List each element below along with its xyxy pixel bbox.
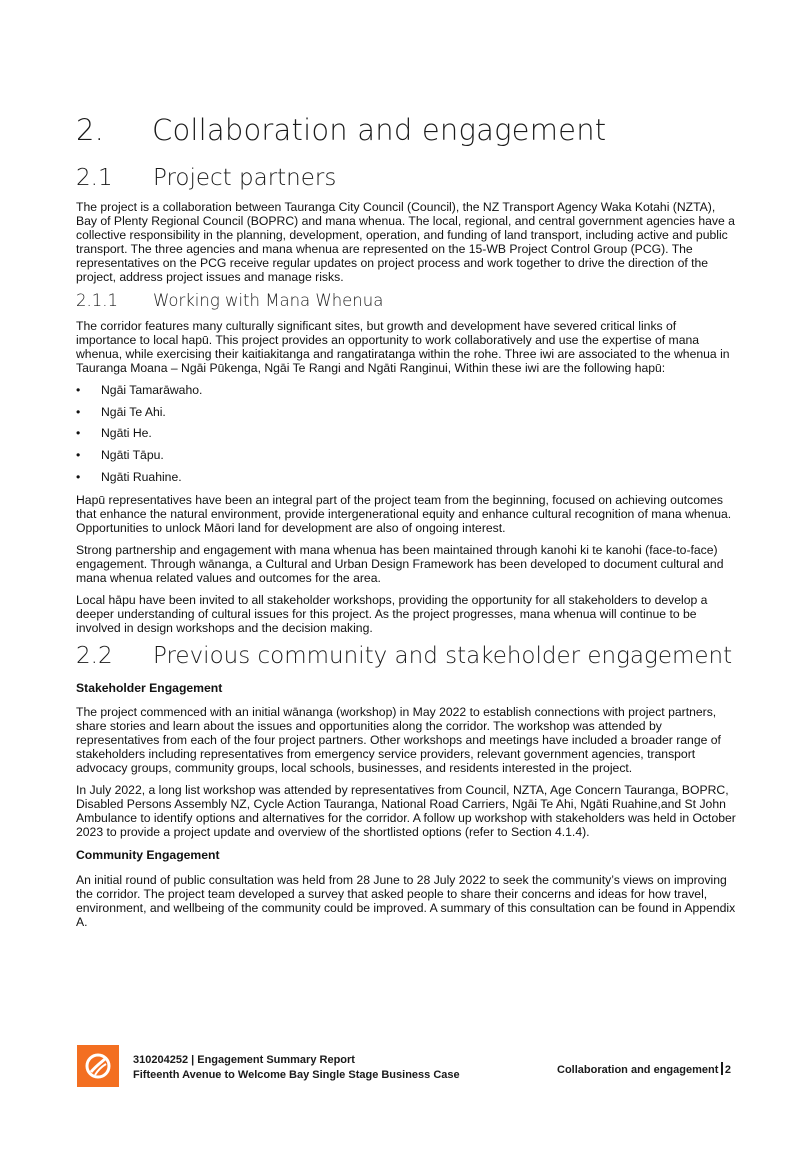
- heading-title: Previous community and stakeholder engagement: [153, 643, 733, 669]
- heading-number: 2.1.1: [76, 291, 118, 310]
- stakeholder-engagement-heading: Stakeholder Engagement: [76, 681, 223, 695]
- footer-section-name: Collaboration and engagement: [557, 1064, 719, 1076]
- mana-whenua-intro-paragraph: The corridor features many culturally significant sites, but growth and development have severed critical links of importance to local hapū. This project provides an opportunity to work collaboratively and use the expertise of mana whenua, while exercising their kaitiakitanga and rangatiratanga within the rohe. Three iwi are associated to the whenua in Tauranga Moana – Ngāi Pūkenga, Ngāi Te Rangi and Ngāti Ranginui, Within these iwi are the following hapū:: [76, 319, 730, 376]
- heading-number: 2.1: [76, 165, 113, 191]
- heading-previous-engagement: [76, 643, 732, 669]
- stakeholder-workshops-paragraph: Local hāpu have been invited to all stakeholder workshops, providing the opportunity for all stakeholders to develop a deeper understanding of cultural issues for this project. As the project progresses, mana whenua will continue to be involved in design workshops and the decision making.: [76, 593, 708, 636]
- heading-number: 2.: [76, 113, 105, 147]
- initial-wananga-paragraph: The project commenced with an initial wānanga (workshop) in May 2022 to establish connections with project partners, share stories and learn about the issues and opportunities along the corridor. The workshop was attended by representatives from each of the four project partners. Other workshops and meetings have included a broader range of stakeholders including representatives from emergency service providers, relevant government agencies, transport advocacy groups, community groups, local schools, businesses, and residents interested in the project.: [76, 705, 721, 776]
- document-page: 2. Collaboration and engagement 2.1 Project partners The project is a collaboration between Tauranga City Council (Council), the NZ Transport Agency Waka Kotahi (NZTA), Bay of Plenty Regional Council (BOPRC) and mana whenua. The local, regional, and central government agencies have a collective responsibility in the planning, development, operation, and funding of land transport, including active and public transport. The three agencies and mana whenua are represented on the 15-WB Project Control Group (PCG). The representatives on the PCG receive regular updates on project process and work together to drive the direction of the project, address project issues and manage risks. 2.1.1 Working with Mana Whenua The corridor features many culturally significant sites, but growth and development have severed critical links of importance to local hapū. This project provides an opportunity to work collaboratively and use the expertise of mana whenua, while exercising their kaitiakitanga and rangatiratanga within the rohe. Three iwi are associated to the whenua in Tauranga Moana – Ngāi Pūkenga, Ngāi Te Rangi and Ngāti Ranginui, Within these iwi are the following hapū: • Ngāi Tamarāwaho. • Ngāi Te Ahi. • Ngāti He. • Ngāti Tāpu. • Ngāti Ruahine. Hapū representatives have been an integral part of the project team from the beginning, focused on achieving outcomes that enhance the natural environment, provide intergenerational equity and enhance cultural recognition of mana whenua. Opportunities to unlock Māori land for development are also of ongoing interest. Strong partnership and engagement with mana whenua has been maintained through kanohi ki te kanohi (face-to-face) engagement. Through wānanga, a Cultural and Urban Design Framework has been developed to document cultural and mana whenua related values and outcomes for the area. Local hāpu have been invited to all stakeholder workshops, providing the opportunity for all stakeholders to develop a deeper understanding of cultural issues for this project. As the project progresses, mana whenua will continue to be involved in design workshops and the decision making. 2.2 Previous community and stakeholder engagement Stakeholder Engagement The project commenced with an initial wānanga (workshop) in May 2022 to establish connections with project partners, share stories and learn about the issues and opportunities along the corridor. The workshop was attended by representatives from each of the four project partners. Other workshops and meetings have included a broader range of stakeholders including representatives from emergency service providers, relevant government agencies, transport advocacy groups, community groups, local schools, businesses, and residents interested in the project. In July 2022, a long list workshop was attended by representatives from Council, NZTA, Age Concern Tauranga, BOPRC, Disabled Persons Assembly NZ, Cycle Action Tauranga, National Road Carriers, Ngāi Te Ahi, Ngāti Ruahine,and St John Ambulance to identify options and alternatives for the corridor. A follow up workshop with stakeholders was held in October 2023 to provide a project update and overview of the shortlisted options (refer to Section 4.1.4). Community Engagement An initial round of public consultation was held from 28 June to 28 July 2022 to seek the community’s views on improving the corridor. The project team developed a survey that asked people to share their concerns and ideas for how travel, environment, and wellbeing of the community could be improved. A summary of this consultation can be found in Appendix A. 310204252 | Engagement Summary Report Fifteenth Avenue to Welcome Bay Single Stage Business Case Collaboration and engagement 2: [0, 0, 806, 1173]
- footer-report-info: [133, 1053, 460, 1083]
- footer-divider: [721, 1062, 723, 1075]
- heading-title: Working with Mana Whenua: [153, 291, 384, 310]
- logo-mark-icon: [77, 1045, 119, 1087]
- footer-project-name: Fifteenth Avenue to Welcome Bay Single Stage Business Case: [133, 1069, 460, 1081]
- hapu-representatives-paragraph: Hapū representatives have been an integral part of the project team from the beginning, focused on achieving outcomes that enhance the natural environment, provide intergenerational equity and enhance cultural recognition of mana whenua. Opportunities to unlock Māori land for development are also of ongoing interest.: [76, 493, 732, 536]
- footer-report-title: 310204252 | Engagement Summary Report: [133, 1054, 355, 1066]
- heading-collaboration-and-engagement: [76, 113, 606, 147]
- company-logo: [77, 1045, 119, 1087]
- footer-section-page: [557, 1062, 731, 1076]
- heading-title: Collaboration and engagement: [152, 113, 607, 147]
- project-partners-paragraph: The project is a collaboration between Tauranga City Council (Council), the NZ Transport Agency Waka Kotahi (NZTA), Bay of Plenty Regional Council (BOPRC) and mana whenua. The local, regional, and central government agencies have a collective responsibility in the planning, development, operation, and funding of land transport, including active and public transport. The three agencies and mana whenua are represented on the 15-WB Project Control Group (PCG). The representatives on the PCG receive regular updates on project process and work together to drive the direction of the project, address project issues and manage risks.: [76, 200, 735, 285]
- heading-project-partners: [76, 165, 336, 191]
- partnership-paragraph: Strong partnership and engagement with mana whenua has been maintained through kanohi ki te kanohi (face-to-face) engagement. Through wānanga, a Cultural and Urban Design Framework has been developed to document cultural and mana whenua related values and outcomes for the area.: [76, 543, 724, 586]
- community-engagement-heading: Community Engagement: [76, 848, 220, 862]
- heading-title: Project partners: [153, 165, 337, 191]
- public-consultation-paragraph: An initial round of public consultation was held from 28 June to 28 July 2022 to seek the community’s views on improving the corridor. The project team developed a survey that asked people to share their concerns and ideas for how travel, environment, and wellbeing of the community could be improved. A summary of this consultation can be found in Appendix A.: [76, 873, 736, 930]
- heading-working-with-mana-whenua: [76, 291, 383, 310]
- long-list-workshop-paragraph: In July 2022, a long list workshop was attended by representatives from Council, NZTA, Age Concern Tauranga, BOPRC, Disabled Persons Assembly NZ, Cycle Action Tauranga, National Road Carriers, Ngāi Te Ahi, Ngāti Ruahine,and St John Ambulance to identify options and alternatives for the corridor. A follow up workshop with stakeholders was held in October 2023 to provide a project update and overview of the shortlisted options (refer to Section 4.1.4).: [76, 783, 736, 840]
- page-number: 2: [724, 1064, 731, 1076]
- heading-number: 2.2: [76, 643, 113, 669]
